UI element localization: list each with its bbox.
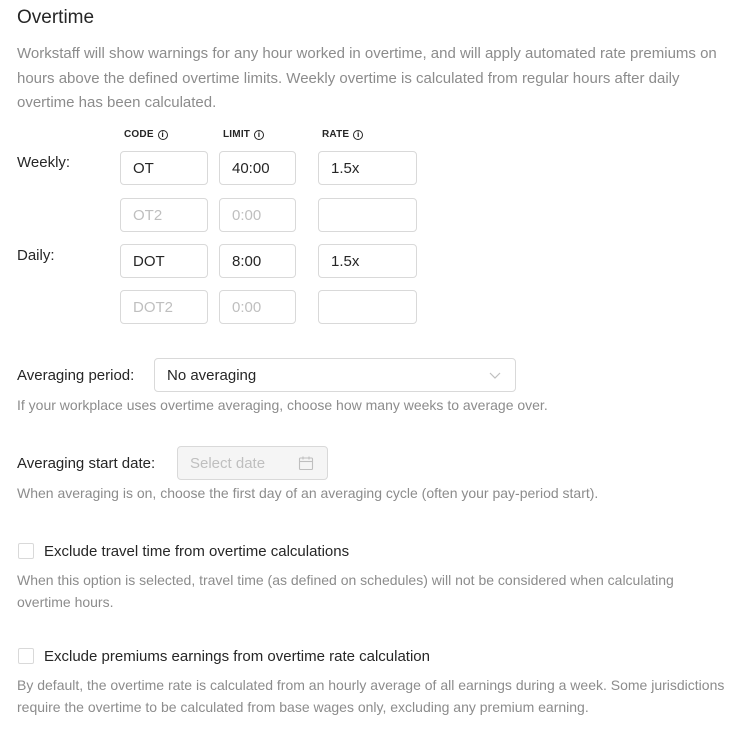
daily-code2-input[interactable] (120, 290, 208, 324)
info-icon[interactable]: i (353, 130, 363, 140)
exclude-premiums-label[interactable]: Exclude premiums earnings from overtime rate calculation (44, 648, 430, 665)
column-header-rate (322, 129, 363, 140)
averaging-period-help: If your workplace uses overtime averaging, choose how many weeks to average over. (17, 397, 548, 413)
averaging-period-label: Averaging period: (17, 367, 135, 384)
column-header-code (124, 129, 168, 140)
weekly-label: Weekly: (17, 154, 71, 171)
averaging-period-value: No averaging (167, 366, 257, 384)
weekly-limit2-input[interactable] (219, 198, 296, 232)
weekly-rate-input[interactable] (318, 151, 417, 185)
weekly-rate2-input[interactable] (318, 198, 417, 232)
averaging-start-label: Averaging start date: (17, 455, 156, 472)
info-icon[interactable]: i (254, 130, 264, 140)
calendar-icon (298, 455, 314, 471)
exclude-travel-help: When this option is selected, travel time (as defined on schedules) will not be considered when calculating overtime hours. (17, 572, 674, 610)
section-description: Workstaff will show warnings for any hour worked in overtime, and will apply automated rate premiums on hours above the defined overtime limits. Weekly overtime is calculated from regular hours after daily overtime has been calculated. (17, 45, 717, 111)
info-icon[interactable]: i (158, 130, 168, 140)
weekly-code2-input[interactable] (120, 198, 208, 232)
exclude-premiums-checkbox[interactable] (18, 648, 34, 664)
exclude-premiums-help: By default, the overtime rate is calculated from an hourly average of all earnings during a week. Some jurisdictions require the overtime to be calculated from base wages only, excluding any premium earning. (17, 677, 725, 715)
section-title: Overtime (17, 7, 95, 28)
column-header-code-label: CODE (124, 129, 154, 140)
daily-limit-input[interactable] (219, 244, 296, 278)
daily-code-input[interactable] (120, 244, 208, 278)
daily-rate-input[interactable] (318, 244, 417, 278)
daily-rate2-input[interactable] (318, 290, 417, 324)
averaging-start-date-picker[interactable] (177, 446, 328, 480)
column-header-rate-label: RATE (322, 129, 350, 140)
column-header-limit-label: LIMIT (223, 129, 251, 140)
exclude-travel-label[interactable]: Exclude travel time from overtime calculations (44, 543, 350, 560)
averaging-start-help: When averaging is on, choose the first day of an averaging cycle (often your pay-period start). (17, 485, 599, 501)
weekly-limit-input[interactable] (219, 151, 296, 185)
chevron-down-icon (489, 369, 501, 381)
daily-label: Daily: (17, 247, 55, 264)
averaging-period-select[interactable] (154, 358, 516, 392)
weekly-code-input[interactable] (120, 151, 208, 185)
column-header-limit (223, 129, 264, 140)
daily-limit2-input[interactable] (219, 290, 296, 324)
averaging-start-placeholder: Select date (190, 454, 266, 472)
exclude-travel-checkbox[interactable] (18, 543, 34, 559)
